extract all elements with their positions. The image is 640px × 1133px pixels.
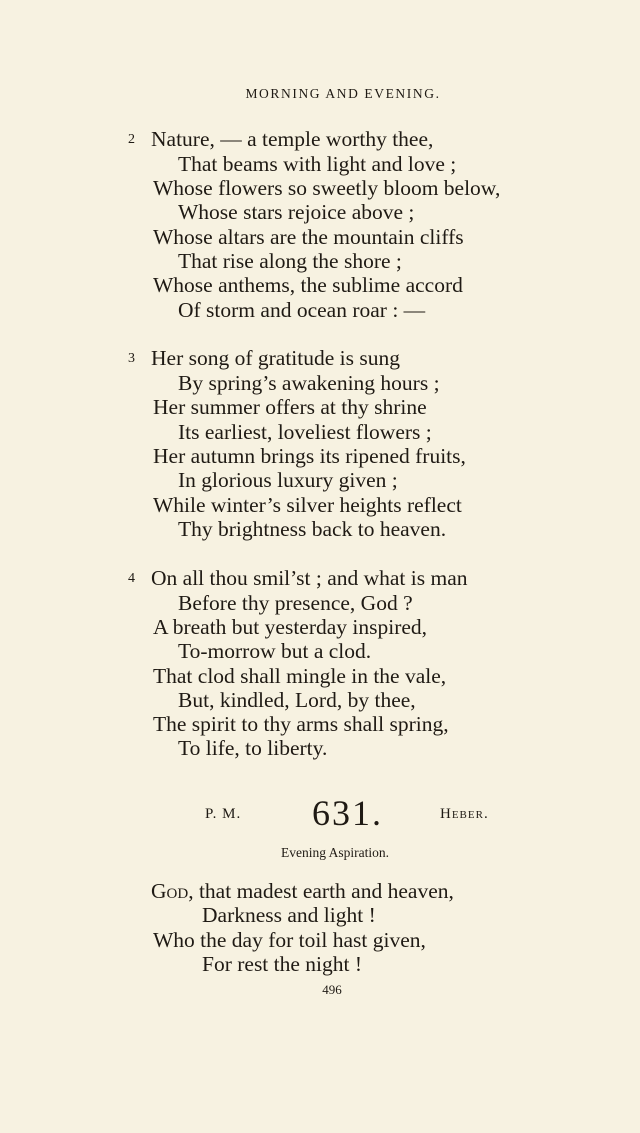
verse-line: Of storm and ocean roar : — bbox=[178, 298, 426, 322]
verse-line: On all thou smil’st ; and what is man bbox=[151, 566, 468, 590]
verse-number: 3 bbox=[128, 351, 135, 366]
verse-line: That beams with light and love ; bbox=[178, 152, 457, 176]
verse-line: Who the day for toil hast given, bbox=[153, 928, 426, 952]
hymn-heading bbox=[0, 792, 640, 832]
verse-line: That clod shall mingle in the vale, bbox=[153, 664, 447, 688]
verse-line: Darkness and light ! bbox=[202, 903, 376, 927]
verse-line: Her summer offers at thy shrine bbox=[153, 395, 427, 419]
verse-line: For rest the night ! bbox=[202, 952, 363, 976]
hymn-first-word: God bbox=[151, 879, 189, 903]
hymn-subtitle: Evening Aspiration. bbox=[281, 845, 389, 860]
verse-line: A breath but yesterday inspired, bbox=[153, 615, 428, 639]
verse-line: To life, to liberty. bbox=[178, 736, 328, 760]
page-number: 496 bbox=[322, 982, 342, 997]
verse-line: Nature, — a temple worthy thee, bbox=[151, 127, 434, 151]
verse-line: Whose altars are the mountain cliffs bbox=[153, 225, 464, 249]
verse-number: 4 bbox=[128, 571, 135, 586]
verse-line: That rise along the shore ; bbox=[178, 249, 402, 273]
hymn-author: Heber. bbox=[440, 806, 489, 822]
verse-number: 2 bbox=[128, 132, 135, 147]
verse-line: Whose flowers so sweetly bloom below, bbox=[153, 176, 501, 200]
verse-line: Its earliest, loveliest flowers ; bbox=[178, 420, 432, 444]
verse-line: Whose anthems, the sublime accord bbox=[153, 273, 463, 297]
verse-line: Thy brightness back to heaven. bbox=[178, 517, 447, 541]
verse-line: The spirit to thy arms shall spring, bbox=[153, 712, 449, 736]
verse-line: But, kindled, Lord, by thee, bbox=[178, 688, 416, 712]
verse-line: Her autumn brings its ripened fruits, bbox=[153, 444, 466, 468]
verse-line: By spring’s awakening hours ; bbox=[178, 371, 440, 395]
verse-line: In glorious luxury given ; bbox=[178, 468, 398, 492]
hymn-meter: P. M. bbox=[205, 806, 242, 822]
verse-line: To-morrow but a clod. bbox=[178, 639, 372, 663]
hymn-first-line bbox=[151, 879, 454, 903]
hymn-first-line-rest: , that madest earth and heaven, bbox=[188, 879, 454, 903]
verse-line: Before thy presence, God ? bbox=[178, 591, 413, 615]
verse-line: Her song of gratitude is sung bbox=[151, 346, 401, 370]
verse-line: While winter’s silver heights reflect bbox=[153, 493, 462, 517]
hymn-number: 631. bbox=[312, 793, 383, 833]
verse-line: Whose stars rejoice above ; bbox=[178, 200, 415, 224]
running-head: MORNING AND EVENING. bbox=[245, 86, 441, 101]
